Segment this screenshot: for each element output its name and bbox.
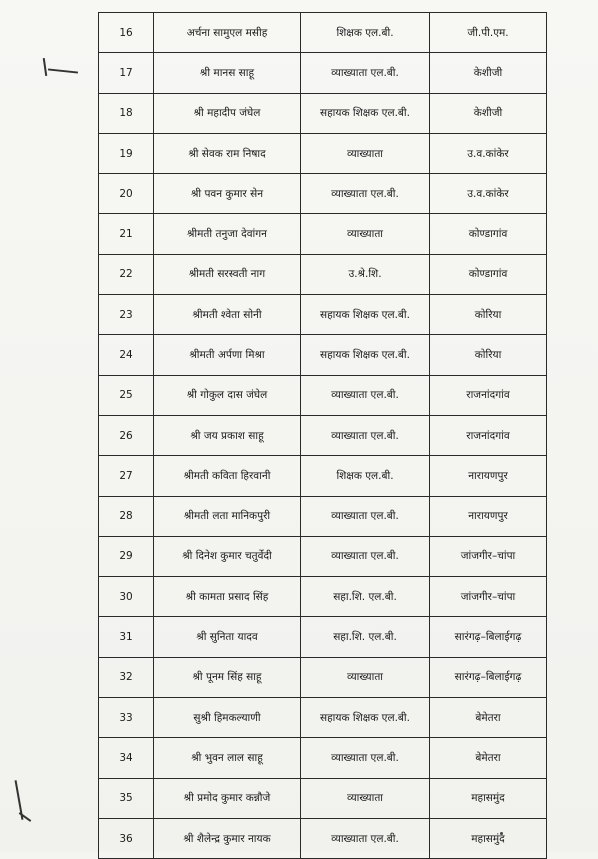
post-cell: सहा.शि. एल.बी. (301, 577, 430, 617)
serial-number-cell: 23 (99, 295, 154, 335)
name-cell: श्रीमती अर्पणा मिश्रा (154, 335, 301, 375)
post-cell: व्याख्याता एल.बी. (301, 738, 430, 778)
serial-number-cell: 24 (99, 335, 154, 375)
serial-number-cell: 32 (99, 657, 154, 697)
name-cell: श्री भुवन लाल साहू (154, 738, 301, 778)
table-row (99, 295, 547, 335)
district-cell: नारायणपुर (430, 456, 547, 496)
post-cell: सहायक शिक्षक एल.बी. (301, 295, 430, 335)
serial-number-cell: 30 (99, 577, 154, 617)
post-cell: सहायक शिक्षक एल.बी. (301, 93, 430, 133)
name-cell: श्री महादीप जंघेल (154, 93, 301, 133)
district-cell: नारायणपुर (430, 496, 547, 536)
name-cell: श्री कामता प्रसाद सिंह (154, 577, 301, 617)
staff-table (98, 12, 547, 859)
post-cell: व्याख्याता एल.बी. (301, 174, 430, 214)
serial-number-cell: 21 (99, 214, 154, 254)
table-row (99, 254, 547, 294)
table-row (99, 818, 547, 858)
district-cell: केशीजी (430, 93, 547, 133)
post-cell: शिक्षक एल.बी. (301, 13, 430, 53)
post-cell: शिक्षक एल.बी. (301, 456, 430, 496)
name-cell: श्रीमती सरस्वती नाग (154, 254, 301, 294)
district-cell: राजनांदगांव (430, 415, 547, 455)
pen-mark (12, 780, 36, 830)
post-cell: सहायक शिक्षक एल.बी. (301, 698, 430, 738)
district-cell: कोरिया (430, 295, 547, 335)
name-cell: श्री सेवक राम निषाद (154, 133, 301, 173)
serial-number-cell: 26 (99, 415, 154, 455)
serial-number-cell: 34 (99, 738, 154, 778)
serial-number-cell: 27 (99, 456, 154, 496)
table-row (99, 657, 547, 697)
serial-number-cell: 22 (99, 254, 154, 294)
table-row (99, 778, 547, 818)
district-cell: कोण्डागांव (430, 254, 547, 294)
table-row (99, 617, 547, 657)
table-row (99, 13, 547, 53)
district-cell: जांजगीर–चांपा (430, 536, 547, 576)
table-row (99, 53, 547, 93)
district-cell: कोण्डागांव (430, 214, 547, 254)
staff-table-body (99, 13, 547, 859)
district-cell: उ.व.कांकेर (430, 174, 547, 214)
name-cell: श्री पूनम सिंह साहू (154, 657, 301, 697)
district-cell: उ.व.कांकेर (430, 133, 547, 173)
table-row (99, 698, 547, 738)
district-cell: सारंगढ़–बिलाईगढ़ (430, 657, 547, 697)
name-cell: श्री मानस साहू (154, 53, 301, 93)
name-cell: श्री दिनेश कुमार चतुर्वेदी (154, 536, 301, 576)
name-cell: अर्चना सामुएल मसीह (154, 13, 301, 53)
serial-number-cell: 33 (99, 698, 154, 738)
table-row (99, 496, 547, 536)
serial-number-cell: 35 (99, 778, 154, 818)
name-cell: श्री सुनिता यादव (154, 617, 301, 657)
serial-number-cell: 29 (99, 536, 154, 576)
table-row (99, 536, 547, 576)
name-cell: श्रीमती कविता हिरवानी (154, 456, 301, 496)
serial-number-cell: 16 (99, 13, 154, 53)
district-cell: राजनांदगांव (430, 375, 547, 415)
district-cell: महासमुंद (430, 818, 547, 858)
table-row (99, 133, 547, 173)
district-cell: सारंगढ़–बिलाईगढ़ (430, 617, 547, 657)
post-cell: उ.श्रे.शि. (301, 254, 430, 294)
serial-number-cell: 18 (99, 93, 154, 133)
post-cell: व्याख्याता (301, 214, 430, 254)
post-cell: व्याख्याता एल.बी. (301, 53, 430, 93)
table-row (99, 93, 547, 133)
serial-number-cell: 31 (99, 617, 154, 657)
pen-mark (40, 58, 80, 76)
name-cell: श्री पवन कुमार सेन (154, 174, 301, 214)
table-row (99, 214, 547, 254)
table-row (99, 375, 547, 415)
post-cell: व्याख्याता (301, 133, 430, 173)
table-row (99, 738, 547, 778)
table-row (99, 456, 547, 496)
post-cell: सहा.शि. एल.बी. (301, 617, 430, 657)
table-row (99, 174, 547, 214)
name-cell: श्री गोकुल दास जंघेल (154, 375, 301, 415)
name-cell: श्री प्रमोद कुमार कन्नौजे (154, 778, 301, 818)
district-cell: जांजगीर–चांपा (430, 577, 547, 617)
name-cell: श्री जय प्रकाश साहू (154, 415, 301, 455)
district-cell: बेमेतरा (430, 698, 547, 738)
name-cell: श्रीमती तनुजा देवांगन (154, 214, 301, 254)
serial-number-cell: 17 (99, 53, 154, 93)
district-cell: केशीजी (430, 53, 547, 93)
post-cell: सहायक शिक्षक एल.बी. (301, 335, 430, 375)
post-cell: व्याख्याता एल.बी. (301, 415, 430, 455)
serial-number-cell: 19 (99, 133, 154, 173)
table-row (99, 577, 547, 617)
serial-number-cell: 25 (99, 375, 154, 415)
name-cell: सुश्री हिमकल्याणी (154, 698, 301, 738)
post-cell: व्याख्याता एल.बी. (301, 375, 430, 415)
serial-number-cell: 36 (99, 818, 154, 858)
table-row (99, 335, 547, 375)
post-cell: व्याख्याता एल.बी. (301, 496, 430, 536)
post-cell: व्याख्याता एल.बी. (301, 536, 430, 576)
post-cell: व्याख्याता एल.बी. (301, 818, 430, 858)
district-cell: कोरिया (430, 335, 547, 375)
serial-number-cell: 20 (99, 174, 154, 214)
district-cell: जी.पी.एम. (430, 13, 547, 53)
name-cell: श्रीमती श्वेता सोनी (154, 295, 301, 335)
post-cell: व्याख्याता (301, 778, 430, 818)
serial-number-cell: 28 (99, 496, 154, 536)
table-row (99, 415, 547, 455)
name-cell: श्री शैलेन्द्र कुमार नायक (154, 818, 301, 858)
post-cell: व्याख्याता (301, 657, 430, 697)
district-cell: बेमेतरा (430, 738, 547, 778)
name-cell: श्रीमती लता मानिकपुरी (154, 496, 301, 536)
district-cell: महासमुंद (430, 778, 547, 818)
